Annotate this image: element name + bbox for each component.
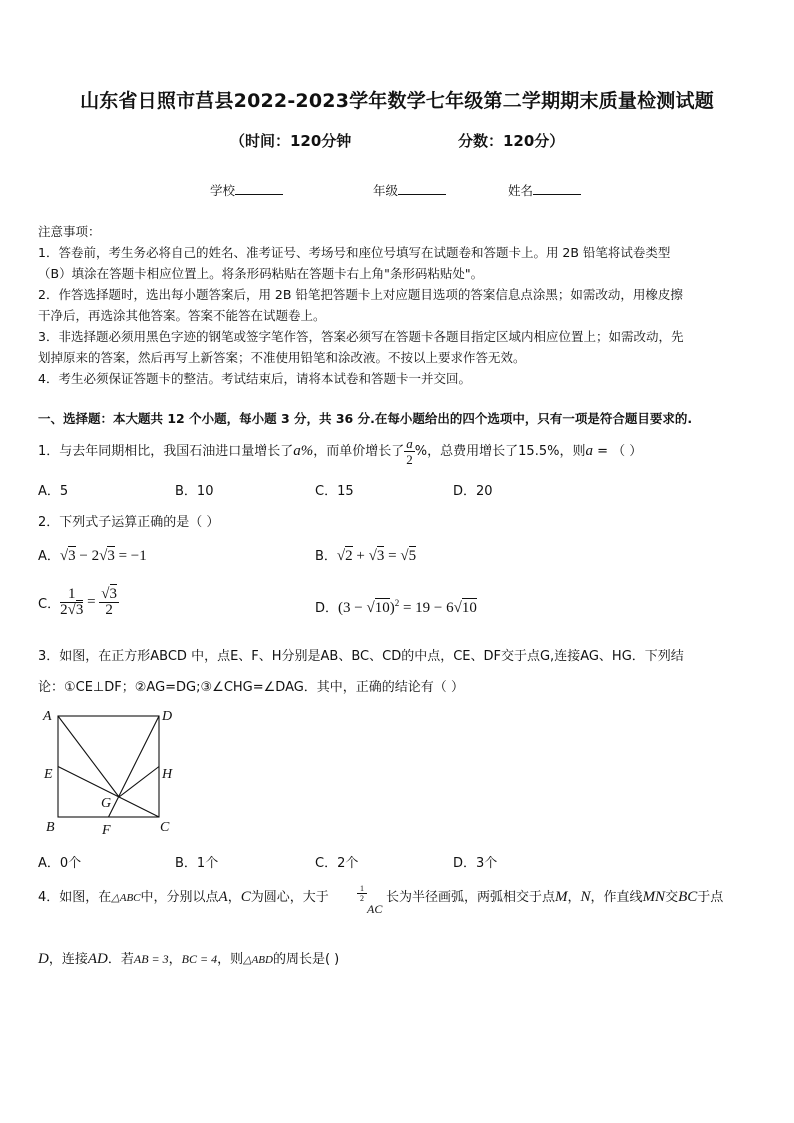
q4-point-a: A — [218, 889, 228, 905]
label-h: H — [162, 767, 173, 782]
q2-option-d-label: D． — [315, 601, 339, 616]
q4-half-num: 1 — [357, 884, 367, 894]
q1-text-a: 1．与去年同期相比，我国石油进口量增长了 — [38, 444, 294, 459]
q3-option-d[interactable]: D．3个 — [453, 856, 498, 871]
q1-option-c[interactable]: C．15 — [315, 484, 354, 499]
label-b: B — [46, 820, 55, 835]
name-field[interactable] — [508, 181, 581, 199]
notice-item-4: 4．考生必须保证答题卡的整洁。考试结束后，请将本试卷和答题卡一并交回。 — [38, 371, 471, 386]
q4-text-2b: ．若 — [107, 952, 134, 967]
question-2: 2．下列式子运算正确的是（ ） — [38, 515, 220, 530]
notice-heading: 注意事项： — [38, 224, 101, 239]
line-ag — [58, 716, 119, 797]
q1-fraction — [404, 436, 415, 467]
notice-item-2-line-2: 干净后，再选涂其他答案。答案不能答在试题卷上。 — [38, 308, 326, 323]
exam-score: 分数：120分） — [458, 132, 565, 150]
q2-option-d[interactable] — [315, 597, 477, 617]
q1-option-b[interactable]: B．10 — [175, 484, 214, 499]
q2-option-c-left-frac: $\frac{1}{2√3}$ — [60, 586, 84, 618]
q1-text-b: ，而单价增长了 — [313, 444, 405, 459]
q4-point-c: C — [240, 889, 251, 905]
line-df — [109, 716, 160, 817]
q4-text-1g: 于点 — [697, 890, 724, 905]
q1-option-a[interactable]: A．5 — [38, 484, 69, 499]
label-d: D — [162, 709, 173, 724]
name-label: 姓名 — [508, 183, 534, 198]
grade-label: 年级 — [373, 183, 399, 198]
q4-text-1e: ，作直线 — [590, 890, 643, 905]
grade-blank[interactable] — [398, 182, 446, 195]
q4-comma-3: ， — [168, 952, 182, 967]
q4-text-2a: ，连接 — [48, 952, 88, 967]
q4-half-frac — [357, 884, 367, 903]
q4-text-1f: 交 — [665, 890, 679, 905]
q2-option-b[interactable] — [315, 545, 416, 565]
school-blank[interactable] — [235, 182, 283, 195]
label-c: C — [160, 820, 170, 835]
q2-option-a-formula: √3 − 2√3 = −1 — [59, 548, 147, 564]
school-label: 学校 — [210, 183, 236, 198]
q1-option-d[interactable]: D．20 — [453, 484, 493, 499]
q1-var-a: a% — [293, 443, 314, 459]
q1-frac-den: 2 — [406, 452, 413, 467]
label-e: E — [44, 767, 53, 782]
notice-item-1-line-2: （B）填涂在答题卡相应位置上。将条形码粘贴在答题卡右上角"条形码粘贴处"。 — [38, 266, 484, 281]
q4-text-1a: 4．如图，在 — [38, 890, 112, 905]
q2-option-b-formula: √2 + √3 = √5 — [336, 548, 417, 564]
q4-ab-eq: AB = 3 — [133, 952, 169, 966]
name-blank[interactable] — [533, 182, 581, 195]
q2-option-c[interactable] — [38, 587, 119, 618]
q2-option-d-formula: $(3 - √10)^2 = 19 - 6√10$ — [338, 598, 477, 616]
q2-option-c-right-frac: $\frac{√3}{2}$ — [101, 586, 118, 618]
question-1 — [38, 436, 642, 467]
question-3-line-1: 3．如图，在正方形ABCD 中，点E、F、H分别是AB、BC、CD的中点，CE、DF交于点G,连接AG、HG．下列结 — [38, 649, 684, 664]
q4-text-1c: 为圆心，大于 — [250, 890, 329, 905]
q4-comma-2: ， — [567, 890, 581, 905]
q1-frac-num: a — [406, 436, 413, 451]
q3-option-a[interactable]: A．0个 — [38, 856, 82, 871]
q4-tri-abd: △ABD — [243, 954, 273, 966]
line-hg — [119, 767, 159, 798]
exam-time: （时间：120分钟 — [230, 132, 352, 150]
q4-ad: AD — [87, 951, 108, 967]
q4-line-mn: MN — [642, 889, 666, 905]
q4-text-2d: 的周长是( ) — [272, 952, 340, 967]
q2-option-a[interactable] — [38, 545, 147, 565]
q1-text-d: a — [585, 443, 593, 459]
q3-option-b[interactable]: B．1个 — [175, 856, 219, 871]
q4-text-1b: 中，分别以点 — [140, 890, 219, 905]
q4-text-1d: 长为半径画弧，两弧相交于点 — [386, 890, 556, 905]
q4-bc: BC — [678, 889, 698, 905]
question-3-line-2: 论：①CE⊥DF；②AG=DG;③∠CHG=∠DAG．其中，正确的结论有（ ） — [38, 680, 464, 695]
school-field[interactable] — [210, 181, 283, 199]
label-g: G — [101, 796, 112, 811]
question-4-line-1 — [38, 886, 329, 906]
notice-item-3-line-2: 划掉原来的答案，然后再写上新答案；不准使用铅笔和涂改液。不按以上要求作答无效。 — [38, 350, 526, 365]
q4-point-n: N — [580, 889, 591, 905]
section-1-heading: 一、选择题：本大题共 12 个小题，每小题 3 分，共 36 分.在每小题给出的四个选项中，只有一项是符合题目要求的. — [38, 411, 693, 426]
q4-tri-abc: △ABC — [111, 892, 141, 904]
q4-half-den: 2 — [360, 894, 364, 903]
notice-item-1-line-1: 1．答卷前，考生务必将自己的姓名、准考证号、考场号和座位号填写在试题卷和答题卡上。用 2B 铅笔将试卷类型 — [38, 245, 671, 260]
q4-bc-eq: BC = 4 — [181, 952, 218, 966]
label-a: A — [43, 709, 52, 724]
question-4-line-2 — [38, 948, 339, 968]
notice-item-2-line-1: 2．作答选择题时，选出每小题答案后，用 2B 铅笔把答题卡上对应题目选项的答案信息点涂黑；如需改动，用橡皮擦 — [38, 287, 683, 302]
question-4-line-1-cont — [386, 886, 723, 906]
q4-comma: ， — [227, 890, 241, 905]
grade-field[interactable] — [373, 181, 446, 199]
q2-option-c-equals: = — [83, 594, 100, 610]
q4-ac: AC — [367, 902, 383, 916]
q4-text-2c: ，则 — [217, 952, 244, 967]
notice-item-3-line-1: 3．非选择题必须用黑色字迹的钢笔或签字笔作答，答案必须写在答题卡各题目指定区域内相应位置上；如需改动，先 — [38, 329, 684, 344]
label-f: F — [102, 823, 111, 838]
q1-text-c: %，总费用增长了15.5%，则 — [414, 444, 586, 459]
q1-text-e: = （ ） — [592, 444, 643, 459]
page-title: 山东省日照市莒县2022-2023学年数学七年级第二学期期末质量检测试题 — [80, 90, 714, 112]
q3-option-c[interactable]: C．2个 — [315, 856, 359, 871]
q4-point-d: D — [38, 951, 49, 967]
q2-option-a-label: A． — [38, 549, 60, 564]
q3-square-diagram — [38, 703, 188, 838]
q4-point-m: M — [555, 889, 568, 905]
q2-option-b-label: B． — [315, 549, 337, 564]
q2-option-c-label: C． — [38, 597, 61, 612]
